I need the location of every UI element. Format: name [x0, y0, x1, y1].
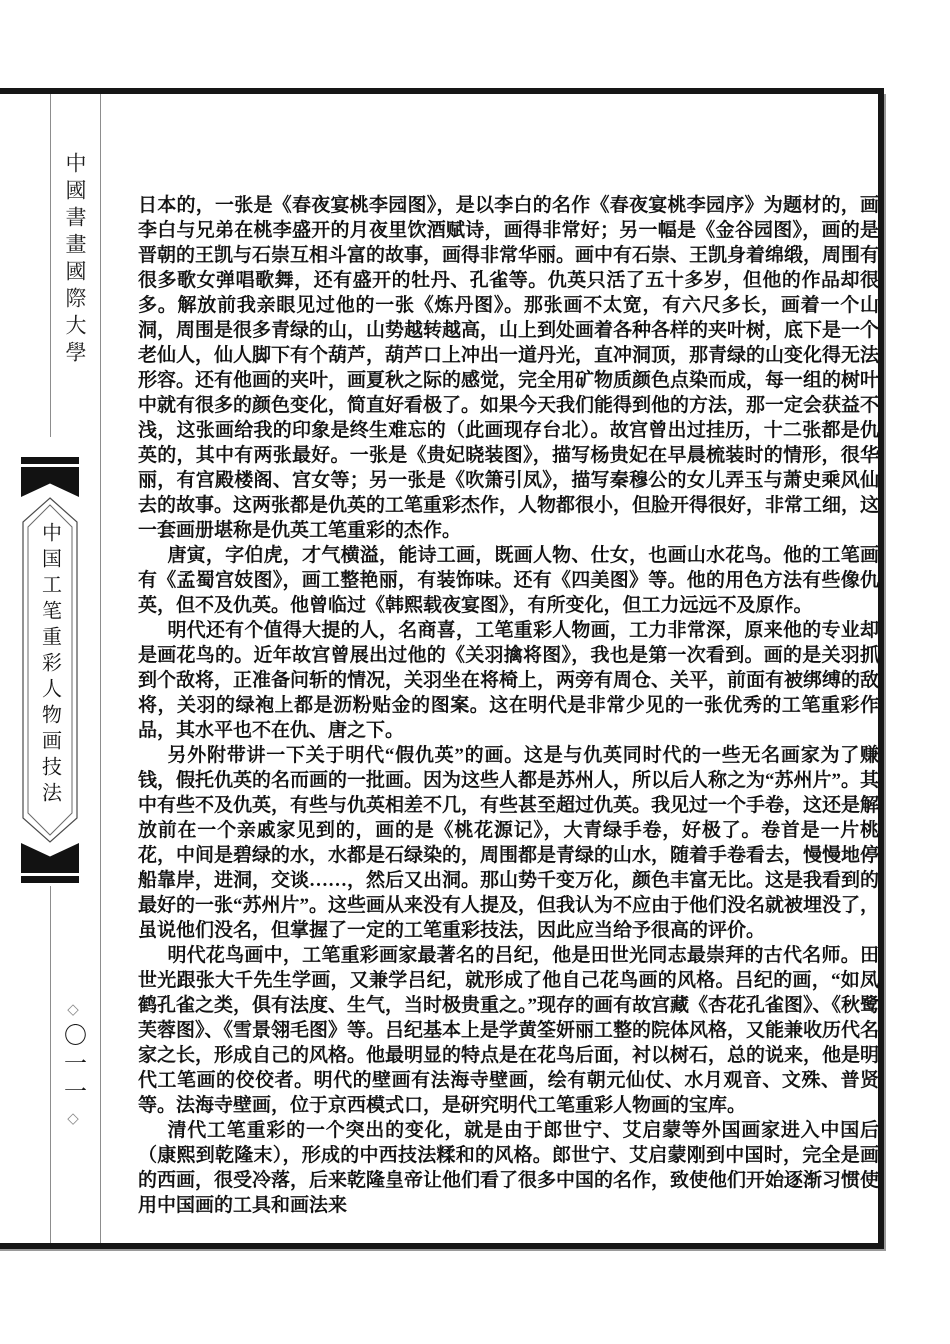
book-title-vertical: 中国工笔重彩人物画技法 — [38, 522, 61, 808]
body-paragraph: 另外附带讲一下关于明代“假仇英”的画。这是与仇英同时代的一些无名画家为了赚钱，假托仇英的名而画的一批画。因为这些人都是苏州人，所以后人称之为“苏州片”。其中有些不及仇英，有些与仇英相差不几，有些甚至超过仇英。我见过一个手卷，这还是解放前在一个亲戚家见到的，画的是《桃花源记》，大青绿手卷，好极了。卷首是一片桃花，中间是碧绿的水，水都是石绿染的，周围都是青绿的山水，随着手卷看去，慢慢地停船靠岸，进洞，交谈……，然后又出洞。那山势千变万化，颜色丰富无比。这是我看到的最好的一张“苏州片”。这些画从来没有人提及，但我认为不应由于他们没名就被埋没了，虽说他们没名，但掌握了一定的工笔重彩技法，因此应当给予很高的评价。 — [138, 745, 880, 941]
banner-bottom-ribbon — [21, 843, 79, 873]
body-paragraph: 唐寅，字伯虎，才气横溢，能诗工画，既画人物、仕女，也画山水花鸟。他的工笔画有《孟蜀宫妓图》，画工整艳丽，有装饰味。还有《四美图》等。他的用色方法有些像仇英，但不及仇英。他曾临过《韩熙载夜宴图》，有所变化，但工力远远不及原作。 — [138, 545, 879, 616]
page-number-digits: 〇一一 — [61, 1023, 86, 1107]
body-paragraph: 明代花鸟画中，工笔重彩画家最著名的吕纪，他是田世光同志最崇拜的古代名师。田世光跟张大千先生学画，又兼学吕纪，就形成了他自己花鸟画的风格。吕纪的画，“如凤鹤孔雀之类，俱有法度、生气，当时极贵重之。”现存的画有故宫藏《杏花孔雀图》、《秋鹭芙蓉图》、《雪景翎毛图》等。吕纪基本上是学黄筌妍丽工整的院体风格，又能兼收历代名家之长，形成自己的风格。他最明显的特点是在花鸟后面，衬以树石，总的说来，他是明代工笔画的佼佼者。明代的壁画有法海寺壁画，绘有朝元仙仗、水月观音、文殊、普贤等。法海寺壁画，位于京西模式口，是研究明代工笔重彩人物画的宝库。 — [138, 945, 880, 1116]
institution-vertical-title: 中國書畫國際大學 — [63, 152, 87, 368]
body-paragraph: 明代还有个值得大提的人，名商喜，工笔重彩人物画，工力非常深，原来他的专业却是画花鸟的。近年故宫曾展出过他的《关羽擒将图》，我也是第一次看到。画的是关羽抓到个敌将，正准备问斩的情况，关羽坐在将椅上，两旁有周仓、关平，前面有被绑缚的敌将，关羽的绿袍上都是沥粉贴金的图案。这在明代是非常少见的一张优秀的工笔重彩作品，其水平也不在仇、唐之下。 — [138, 620, 880, 741]
body-text — [138, 193, 879, 1218]
diamond-ornament-icon: ◇ — [67, 1002, 79, 1018]
body-paragraph: 清代工笔重彩的一个突出的变化，就是由于郎世宁、艾启蒙等外国画家进入中国后（康熙到乾隆末），形成的中西技法糅和的风格。郎世宁、艾启蒙刚到中国时，完全是画的西画，很受冷落，后来乾隆皇帝让他们看了很多中国的名作，致使他们开始逐渐习惯使用中国画的工具和画法来 — [138, 1120, 880, 1216]
banner-top-bar — [21, 457, 79, 464]
sidebar-rule-left-upper — [50, 94, 51, 437]
banner-top-ribbon — [21, 467, 79, 497]
sidebar-rule-right — [100, 94, 101, 1243]
diamond-ornament-icon: ◇ — [67, 1111, 79, 1127]
banner-hexagon — [21, 496, 79, 844]
banner-bottom-bar — [21, 876, 79, 883]
body-paragraph: 日本的，一张是《春夜宴桃李园图》，是以李白的名作《春夜宴桃李园序》为题材的，画李白与兄弟在桃李盛开的月夜里饮酒赋诗，画得非常好；另一幅是《金谷园图》，画的是晋朝的王凯与石崇互相斗富的故事，画得非常华丽。画中有石崇、王凯身着绵缎，周围有很多歌女弹唱歌舞，还有盛开的牡丹、孔雀等。仇英只活了五十多岁，但他的作品却很多。解放前我亲眼见过他的一张《炼丹图》。那张画不太宽，有六尺多长，画着一个山洞，周围是很多青绿的山，山势越转越高，山上到处画着各种各样的夹叶树，底下是一个老仙人，仙人脚下有个葫芦，葫芦口上冲出一道丹光，直冲洞顶，那青绿的山变化得无法形容。还有他画的夹叶，画夏秋之际的感觉，完全用矿物质颜色点染而成，每一组的树叶中就有很多的颜色变化，简直好看极了。如果今天我们能得到他的方法，那一定会获益不浅，这张画给我的印象是终生难忘的（此画现存台北）。故宫曾出过挂历，十二张都是仇英的，其中有两张最好。一张是《贵妃晓装图》，描写杨贵妃在早晨梳装时的情形，很华丽，有宫殿楼阁、宫女等；另一张是《吹箫引凤》，描写秦穆公的女儿弄玉与萧史乘风仙去的故事。这两张都是仇英的工笔重彩杰作，人物都很小，但脸开得很好，非常工细，这一套画册堪称是仇英工笔重彩的杰作。 — [138, 195, 880, 541]
sidebar-rule-left-lower — [50, 886, 51, 1243]
folio-page-number — [60, 1002, 86, 1128]
book-title-banner — [21, 457, 79, 883]
